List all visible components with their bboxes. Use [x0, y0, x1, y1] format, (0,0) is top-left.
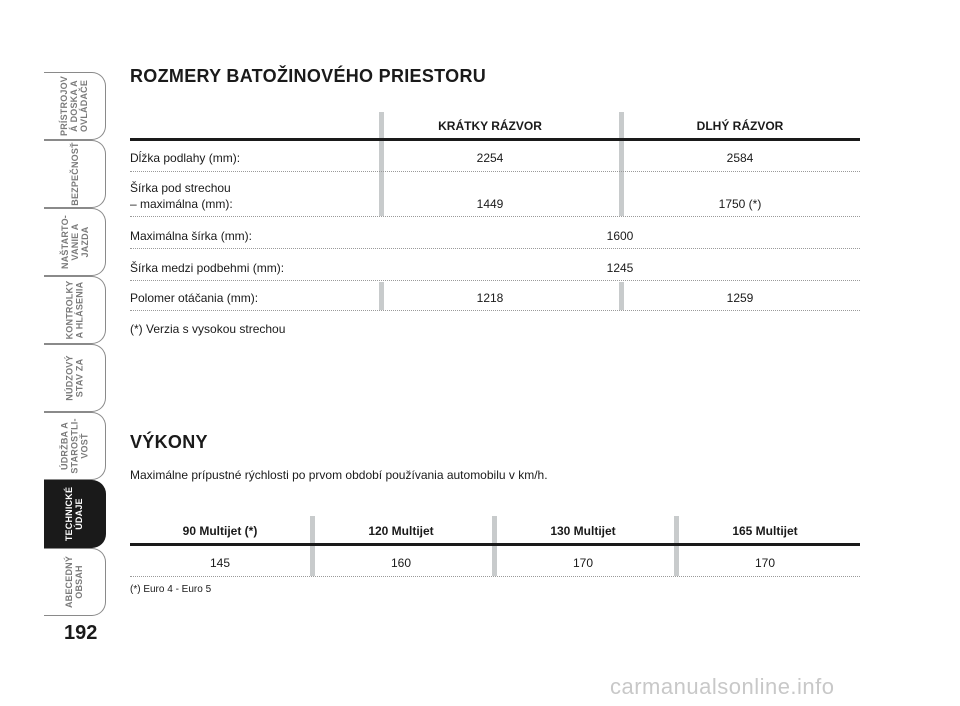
tab-label: NAŠTARTO- VANIE A JAZDA: [59, 215, 90, 269]
speed-value: 170: [572, 556, 594, 570]
column-divider: [379, 112, 384, 216]
row-value-both: 1600: [606, 229, 634, 243]
row-divider: [130, 280, 860, 281]
tab-label: BEZPEČNOSŤ: [69, 142, 80, 206]
column-divider: [619, 282, 624, 310]
row-value-short: 1218: [476, 291, 504, 305]
tab-label: ABECEDNÝ OBSAH: [64, 555, 85, 609]
header-rule: [130, 138, 860, 141]
speed-value: 160: [390, 556, 412, 570]
row-label: Polomer otáčania (mm):: [130, 291, 259, 305]
tab-abecedny-obsah[interactable]: [44, 548, 106, 616]
column-divider: [492, 516, 497, 576]
row-value-both: 1245: [606, 261, 634, 275]
row-value-long: 2584: [726, 151, 754, 165]
column-divider: [674, 516, 679, 576]
page-number: 192: [64, 622, 98, 644]
row-value-short: 1449: [476, 197, 504, 211]
engine-header: 130 Multijet: [550, 524, 616, 538]
section-tabs: [0, 0, 112, 706]
row-value-short: 2254: [476, 151, 504, 165]
luggage-title: ROZMERY BATOŽINOVÉHO PRIESTORU: [130, 66, 487, 86]
column-header-long: DLHÝ RÁZVOR: [696, 119, 784, 133]
row-divider: [130, 576, 860, 577]
tab-label: KONTROLKY A HLÁSENIA: [64, 280, 85, 340]
engine-header: 120 Multijet: [368, 524, 434, 538]
performance-footnote: (*) Euro 4 - Euro 5: [130, 584, 212, 595]
performance-title: VÝKONY: [130, 432, 208, 452]
tab-label: NÚDZOVÝ STAV ZA: [64, 355, 85, 401]
row-label: Maximálna šírka (mm):: [130, 229, 253, 243]
column-divider: [310, 516, 315, 576]
row-label: Dĺžka podlahy (mm):: [130, 151, 241, 165]
luggage-footnote: (*) Verzia s vysokou strechou: [130, 322, 286, 336]
speed-value: 170: [754, 556, 776, 570]
row-label: Šírka pod strechou – maximálna (mm):: [130, 181, 233, 211]
row-value-long: 1750 (*): [718, 197, 762, 211]
tab-nastartovanie[interactable]: [44, 208, 106, 276]
engine-header: 90 Multijet (*): [182, 524, 258, 538]
tab-pristrojova-doska[interactable]: [44, 72, 106, 140]
row-divider: [130, 216, 860, 217]
row-label: Šírka medzi podbehmi (mm):: [130, 261, 285, 275]
column-divider: [619, 112, 624, 216]
row-divider: [130, 310, 860, 311]
row-value-long: 1259: [726, 291, 754, 305]
tab-technicke-udaje[interactable]: [44, 480, 106, 548]
tab-kontrolky[interactable]: [44, 276, 106, 344]
tab-udrzba[interactable]: [44, 412, 106, 480]
watermark: carmanualsonline.info: [610, 674, 835, 699]
tab-label: ÚDRŽBA A STAROSTLI- VOSŤ: [59, 418, 90, 474]
column-header-short: KRÁTKY RÁZVOR: [438, 119, 542, 133]
header-rule: [130, 543, 860, 546]
performance-intro: Maximálne prípustné rýchlosti po prvom období používania automobilu v km/h.: [130, 468, 548, 482]
tab-nudzovy-stav[interactable]: [44, 344, 106, 412]
column-divider: [379, 282, 384, 310]
row-divider: [130, 171, 860, 172]
tab-label: TECHNICKÉ ÚDAJE: [64, 486, 85, 542]
row-divider: [130, 248, 860, 249]
tab-bezpecnost[interactable]: [44, 140, 106, 208]
engine-header: 165 Multijet: [732, 524, 798, 538]
tab-label: PRÍSTROJOV Á DOSKA A OVLÁDAČE: [59, 75, 90, 137]
speed-value: 145: [209, 556, 231, 570]
